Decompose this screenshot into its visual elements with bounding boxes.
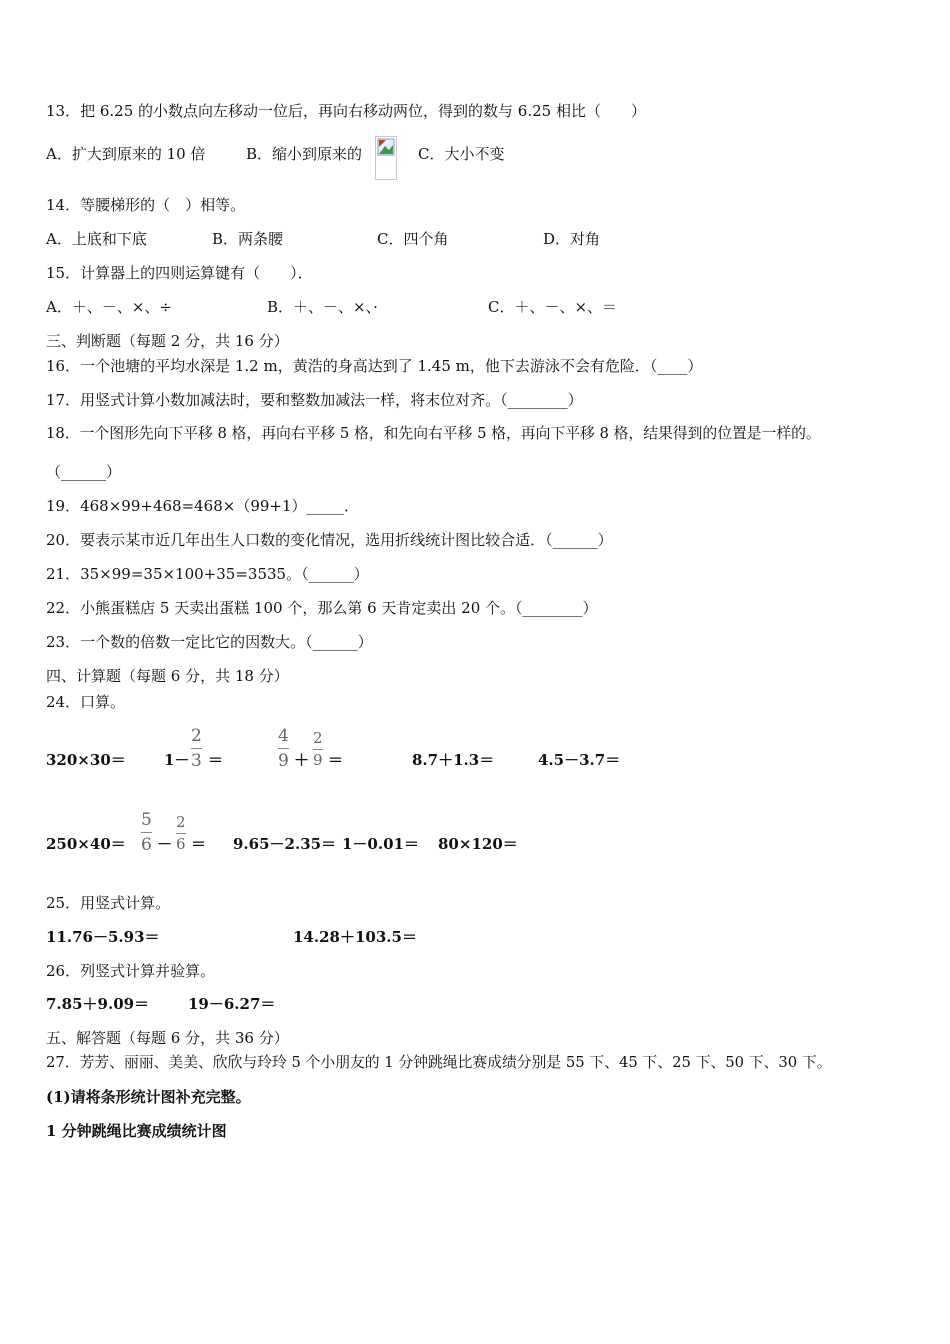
q24-expr-3-equals: ＝ bbox=[328, 751, 344, 769]
q24-expr-1: 320×30＝ bbox=[46, 751, 126, 769]
q21: 21．35×99=35×100+35=3535。（______） bbox=[46, 565, 369, 583]
q24-expr-2-prefix: 1－ bbox=[164, 751, 190, 769]
numerator: 5 bbox=[141, 810, 152, 830]
q24-expr-5: 4.5－3.7＝ bbox=[538, 751, 621, 769]
q20: 20．要表示某市近几年出生人口数的变化情况，选用折线统计图比较合适．（______） bbox=[46, 531, 613, 549]
q15-option-a: A．＋、－、×、÷ bbox=[46, 298, 172, 316]
q13-option-c: C．大小不变 bbox=[418, 145, 505, 163]
q24-expr-7-fraction-2 bbox=[176, 814, 186, 853]
q19: 19．468×99+468=468×（99+1）_____． bbox=[46, 497, 360, 515]
q27-chart-title: 1 分钟跳绳比赛成绩统计图 bbox=[46, 1122, 227, 1140]
q16: 16．一个池塘的平均水深是 1.2 m，黄浩的身高达到了 1.45 m，他下去游泳不会有危险．（____） bbox=[46, 357, 703, 375]
q24-expr-4: 8.7＋1.3＝ bbox=[412, 751, 495, 769]
q24-stem: 24．口算。 bbox=[46, 693, 126, 711]
q26-stem: 26．列竖式计算并验算。 bbox=[46, 962, 216, 980]
q14-option-d: D．对角 bbox=[543, 230, 601, 248]
q24-expr-8: 9.65－2.35＝ bbox=[233, 835, 337, 853]
q24-expr-6: 250×40＝ bbox=[46, 835, 126, 853]
section-3-heading: 三、判断题（每题 2 分，共 16 分） bbox=[46, 332, 289, 350]
q13-option-a: A．扩大到原来的 10 倍 bbox=[46, 145, 206, 163]
numerator: 2 bbox=[191, 726, 202, 746]
q24-expr-3-operator: ＋ bbox=[294, 751, 310, 769]
q18: 18．一个图形先向下平移 8 格，再向右平移 5 格，和先向右平移 5 格，再向下平移 8 格，结果得到的位置是一样的。 bbox=[46, 425, 821, 442]
q24-expr-3-fraction-2 bbox=[313, 730, 323, 769]
denominator: 9 bbox=[313, 751, 323, 769]
q14-option-c: C．四个角 bbox=[377, 230, 449, 248]
q26-expr-2: 19－6.27＝ bbox=[188, 995, 276, 1013]
q24-expr-3-fraction-1 bbox=[278, 726, 289, 771]
q13-option-b: B．缩小到原来的 bbox=[246, 145, 363, 163]
q15-option-c: C．＋、－、×、＝ bbox=[488, 298, 618, 316]
q26-expr-1: 7.85＋9.09＝ bbox=[46, 995, 150, 1013]
q15-stem: 15．计算器上的四则运算键有（ ）． bbox=[46, 264, 313, 282]
q24-expr-7-operator: － bbox=[157, 835, 173, 853]
denominator: 6 bbox=[176, 835, 186, 853]
q27-stem: 27．芳芳、丽丽、美美、欣欣与玲玲 5 个小朋友的 1 分钟跳绳比赛成绩分别是 55 下、45 下、25 下、50 下、30 下。 bbox=[46, 1054, 832, 1071]
q13-stem: 13．把 6.25 的小数点向左移动一位后，再向右移动两位，得到的数与 6.25 相比（ ） bbox=[46, 102, 646, 120]
q24-expr-10: 80×120＝ bbox=[438, 835, 518, 853]
q14-stem: 14．等腰梯形的（ ）相等。 bbox=[46, 196, 246, 214]
q14-option-b: B．两条腰 bbox=[212, 230, 284, 248]
q25-stem: 25．用竖式计算。 bbox=[46, 894, 171, 912]
q25-expr-2: 14.28＋103.5＝ bbox=[293, 928, 417, 946]
denominator: 9 bbox=[278, 751, 289, 771]
q24-expr-7-fraction-1 bbox=[141, 810, 152, 855]
q17: 17．用竖式计算小数加减法时，要和整数加减法一样，将末位对齐。（________） bbox=[46, 391, 583, 409]
q27-sub-1: (1)请将条形统计图补充完整。 bbox=[46, 1088, 251, 1106]
denominator: 6 bbox=[141, 835, 152, 855]
q15-option-b: B．＋、－、×、· bbox=[267, 298, 378, 316]
numerator: 2 bbox=[176, 813, 186, 831]
q24-expr-7-equals: ＝ bbox=[191, 835, 207, 853]
numerator: 2 bbox=[313, 729, 323, 747]
section-4-heading: 四、计算题（每题 6 分，共 18 分） bbox=[46, 667, 289, 685]
denominator: 3 bbox=[191, 751, 202, 771]
q24-expr-9: 1－0.01＝ bbox=[342, 835, 419, 853]
q25-expr-1: 11.76－5.93＝ bbox=[46, 928, 160, 946]
q23: 23．一个数的倍数一定比它的因数大。（______） bbox=[46, 633, 373, 651]
q18-blank: （______） bbox=[46, 463, 122, 481]
numerator: 4 bbox=[278, 726, 289, 746]
q22: 22．小熊蛋糕店 5 天卖出蛋糕 100 个，那么第 6 天肯定卖出 20 个。（________） bbox=[46, 599, 598, 617]
section-5-heading: 五、解答题（每题 6 分，共 36 分） bbox=[46, 1029, 289, 1047]
q24-expr-2-fraction bbox=[191, 726, 202, 771]
q14-option-a: A．上底和下底 bbox=[46, 230, 147, 248]
broken-image-icon bbox=[375, 136, 397, 180]
q24-expr-2-equals: ＝ bbox=[208, 751, 224, 769]
